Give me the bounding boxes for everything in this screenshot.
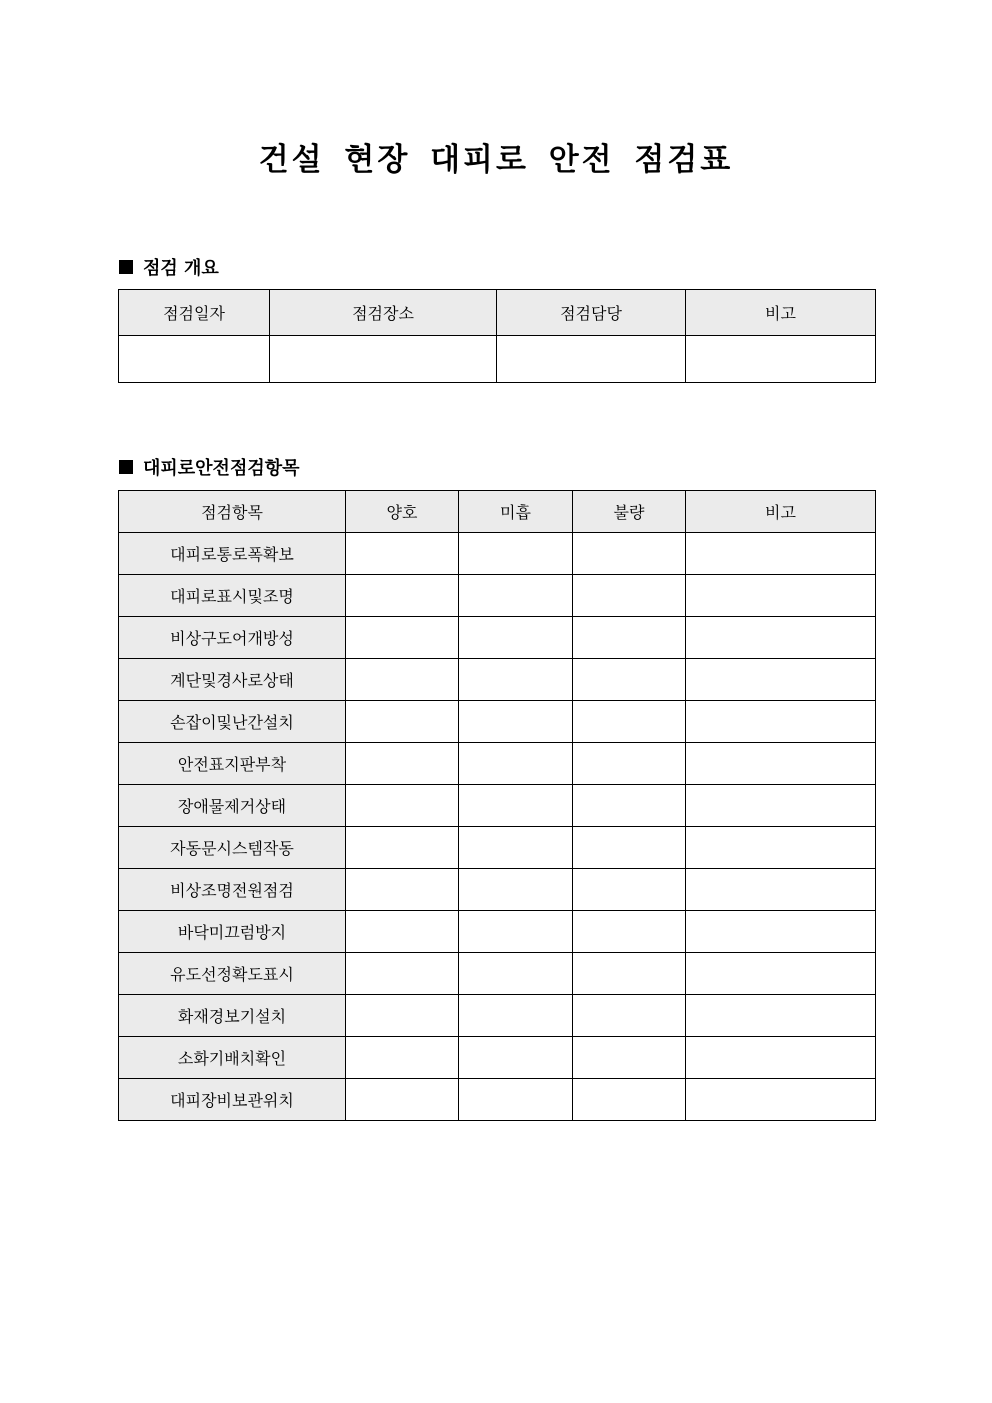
good-cell[interactable] — [346, 827, 459, 869]
overview-value-row — [119, 336, 876, 383]
remarks-cell[interactable] — [686, 785, 876, 827]
document-title: 건설 현장 대피로 안전 점검표 — [258, 142, 734, 178]
column-header: 점검일자 — [119, 290, 270, 336]
poor-cell[interactable] — [573, 743, 686, 785]
good-cell[interactable] — [346, 659, 459, 701]
column-header: 비고 — [686, 290, 876, 336]
poor-cell[interactable] — [573, 1037, 686, 1079]
insufficient-cell[interactable] — [459, 659, 573, 701]
good-cell[interactable] — [346, 743, 459, 785]
poor-cell[interactable] — [573, 869, 686, 911]
insufficient-cell[interactable] — [459, 1079, 573, 1121]
check-item-label: 자동문시스템작동 — [119, 827, 346, 869]
section-heading-overview — [119, 254, 219, 280]
check-item-label: 대피로통로폭확보 — [119, 533, 346, 575]
remarks-cell[interactable] — [686, 617, 876, 659]
column-header: 점검담당 — [497, 290, 686, 336]
poor-cell[interactable] — [573, 701, 686, 743]
remarks-cell[interactable] — [686, 743, 876, 785]
good-cell[interactable] — [346, 701, 459, 743]
poor-cell[interactable] — [573, 533, 686, 575]
table-row — [119, 869, 876, 911]
section-heading-checklist — [119, 454, 300, 480]
table-row — [119, 953, 876, 995]
table-row — [119, 827, 876, 869]
column-header: 미흡 — [459, 491, 573, 533]
poor-cell[interactable] — [573, 785, 686, 827]
section-heading-label: 점검 개요 — [143, 258, 219, 279]
poor-cell[interactable] — [573, 1079, 686, 1121]
table-row — [119, 1079, 876, 1121]
table-row — [119, 743, 876, 785]
insufficient-cell[interactable] — [459, 869, 573, 911]
table-row — [119, 1037, 876, 1079]
remarks-cell[interactable] — [686, 659, 876, 701]
good-cell[interactable] — [346, 1037, 459, 1079]
insufficient-cell[interactable] — [459, 827, 573, 869]
poor-cell[interactable] — [573, 617, 686, 659]
poor-cell[interactable] — [573, 575, 686, 617]
insufficient-cell[interactable] — [459, 785, 573, 827]
check-item-label: 손잡이및난간설치 — [119, 701, 346, 743]
remarks-cell[interactable] — [686, 995, 876, 1037]
insufficient-cell[interactable] — [459, 533, 573, 575]
good-cell[interactable] — [346, 953, 459, 995]
check-item-label: 대피로표시및조명 — [119, 575, 346, 617]
remarks-cell[interactable] — [686, 1037, 876, 1079]
table-row — [119, 785, 876, 827]
column-header: 양호 — [346, 491, 459, 533]
remarks-cell[interactable] — [686, 701, 876, 743]
remarks-cell[interactable] — [686, 336, 876, 383]
remarks-cell[interactable] — [686, 533, 876, 575]
column-header: 점검장소 — [270, 290, 497, 336]
insufficient-cell[interactable] — [459, 575, 573, 617]
check-item-label: 계단및경사로상태 — [119, 659, 346, 701]
insufficient-cell[interactable] — [459, 1037, 573, 1079]
overview-table — [118, 289, 876, 383]
good-cell[interactable] — [346, 785, 459, 827]
inspector-cell[interactable] — [497, 336, 686, 383]
table-row — [119, 575, 876, 617]
square-bullet-icon — [119, 260, 133, 274]
remarks-cell[interactable] — [686, 911, 876, 953]
poor-cell[interactable] — [573, 995, 686, 1037]
table-row — [119, 995, 876, 1037]
poor-cell[interactable] — [573, 827, 686, 869]
good-cell[interactable] — [346, 617, 459, 659]
table-row — [119, 911, 876, 953]
insufficient-cell[interactable] — [459, 953, 573, 995]
table-row — [119, 701, 876, 743]
check-item-label: 비상구도어개방성 — [119, 617, 346, 659]
good-cell[interactable] — [346, 1079, 459, 1121]
table-row — [119, 659, 876, 701]
inspection-location-cell[interactable] — [270, 336, 497, 383]
check-item-label: 대피장비보관위치 — [119, 1079, 346, 1121]
poor-cell[interactable] — [573, 953, 686, 995]
column-header: 점검항목 — [119, 491, 346, 533]
insufficient-cell[interactable] — [459, 995, 573, 1037]
good-cell[interactable] — [346, 533, 459, 575]
good-cell[interactable] — [346, 869, 459, 911]
inspection-date-cell[interactable] — [119, 336, 270, 383]
remarks-cell[interactable] — [686, 1079, 876, 1121]
checklist-table — [118, 490, 876, 1121]
poor-cell[interactable] — [573, 911, 686, 953]
check-item-label: 소화기배치확인 — [119, 1037, 346, 1079]
overview-header-row — [119, 290, 876, 336]
column-header: 비고 — [686, 491, 876, 533]
good-cell[interactable] — [346, 575, 459, 617]
remarks-cell[interactable] — [686, 575, 876, 617]
insufficient-cell[interactable] — [459, 617, 573, 659]
table-row — [119, 533, 876, 575]
check-item-label: 화재경보기설치 — [119, 995, 346, 1037]
column-header: 불량 — [573, 491, 686, 533]
remarks-cell[interactable] — [686, 827, 876, 869]
check-item-label: 장애물제거상태 — [119, 785, 346, 827]
check-item-label: 바닥미끄럼방지 — [119, 911, 346, 953]
insufficient-cell[interactable] — [459, 701, 573, 743]
table-row — [119, 617, 876, 659]
good-cell[interactable] — [346, 995, 459, 1037]
good-cell[interactable] — [346, 911, 459, 953]
section-heading-label: 대피로안전점검항목 — [143, 458, 300, 479]
insufficient-cell[interactable] — [459, 743, 573, 785]
check-item-label: 비상조명전원점검 — [119, 869, 346, 911]
remarks-cell[interactable] — [686, 953, 876, 995]
checklist-header-row — [119, 491, 876, 533]
remarks-cell[interactable] — [686, 869, 876, 911]
insufficient-cell[interactable] — [459, 911, 573, 953]
check-item-label: 유도선정확도표시 — [119, 953, 346, 995]
check-item-label: 안전표지판부착 — [119, 743, 346, 785]
poor-cell[interactable] — [573, 659, 686, 701]
square-bullet-icon — [119, 460, 133, 474]
